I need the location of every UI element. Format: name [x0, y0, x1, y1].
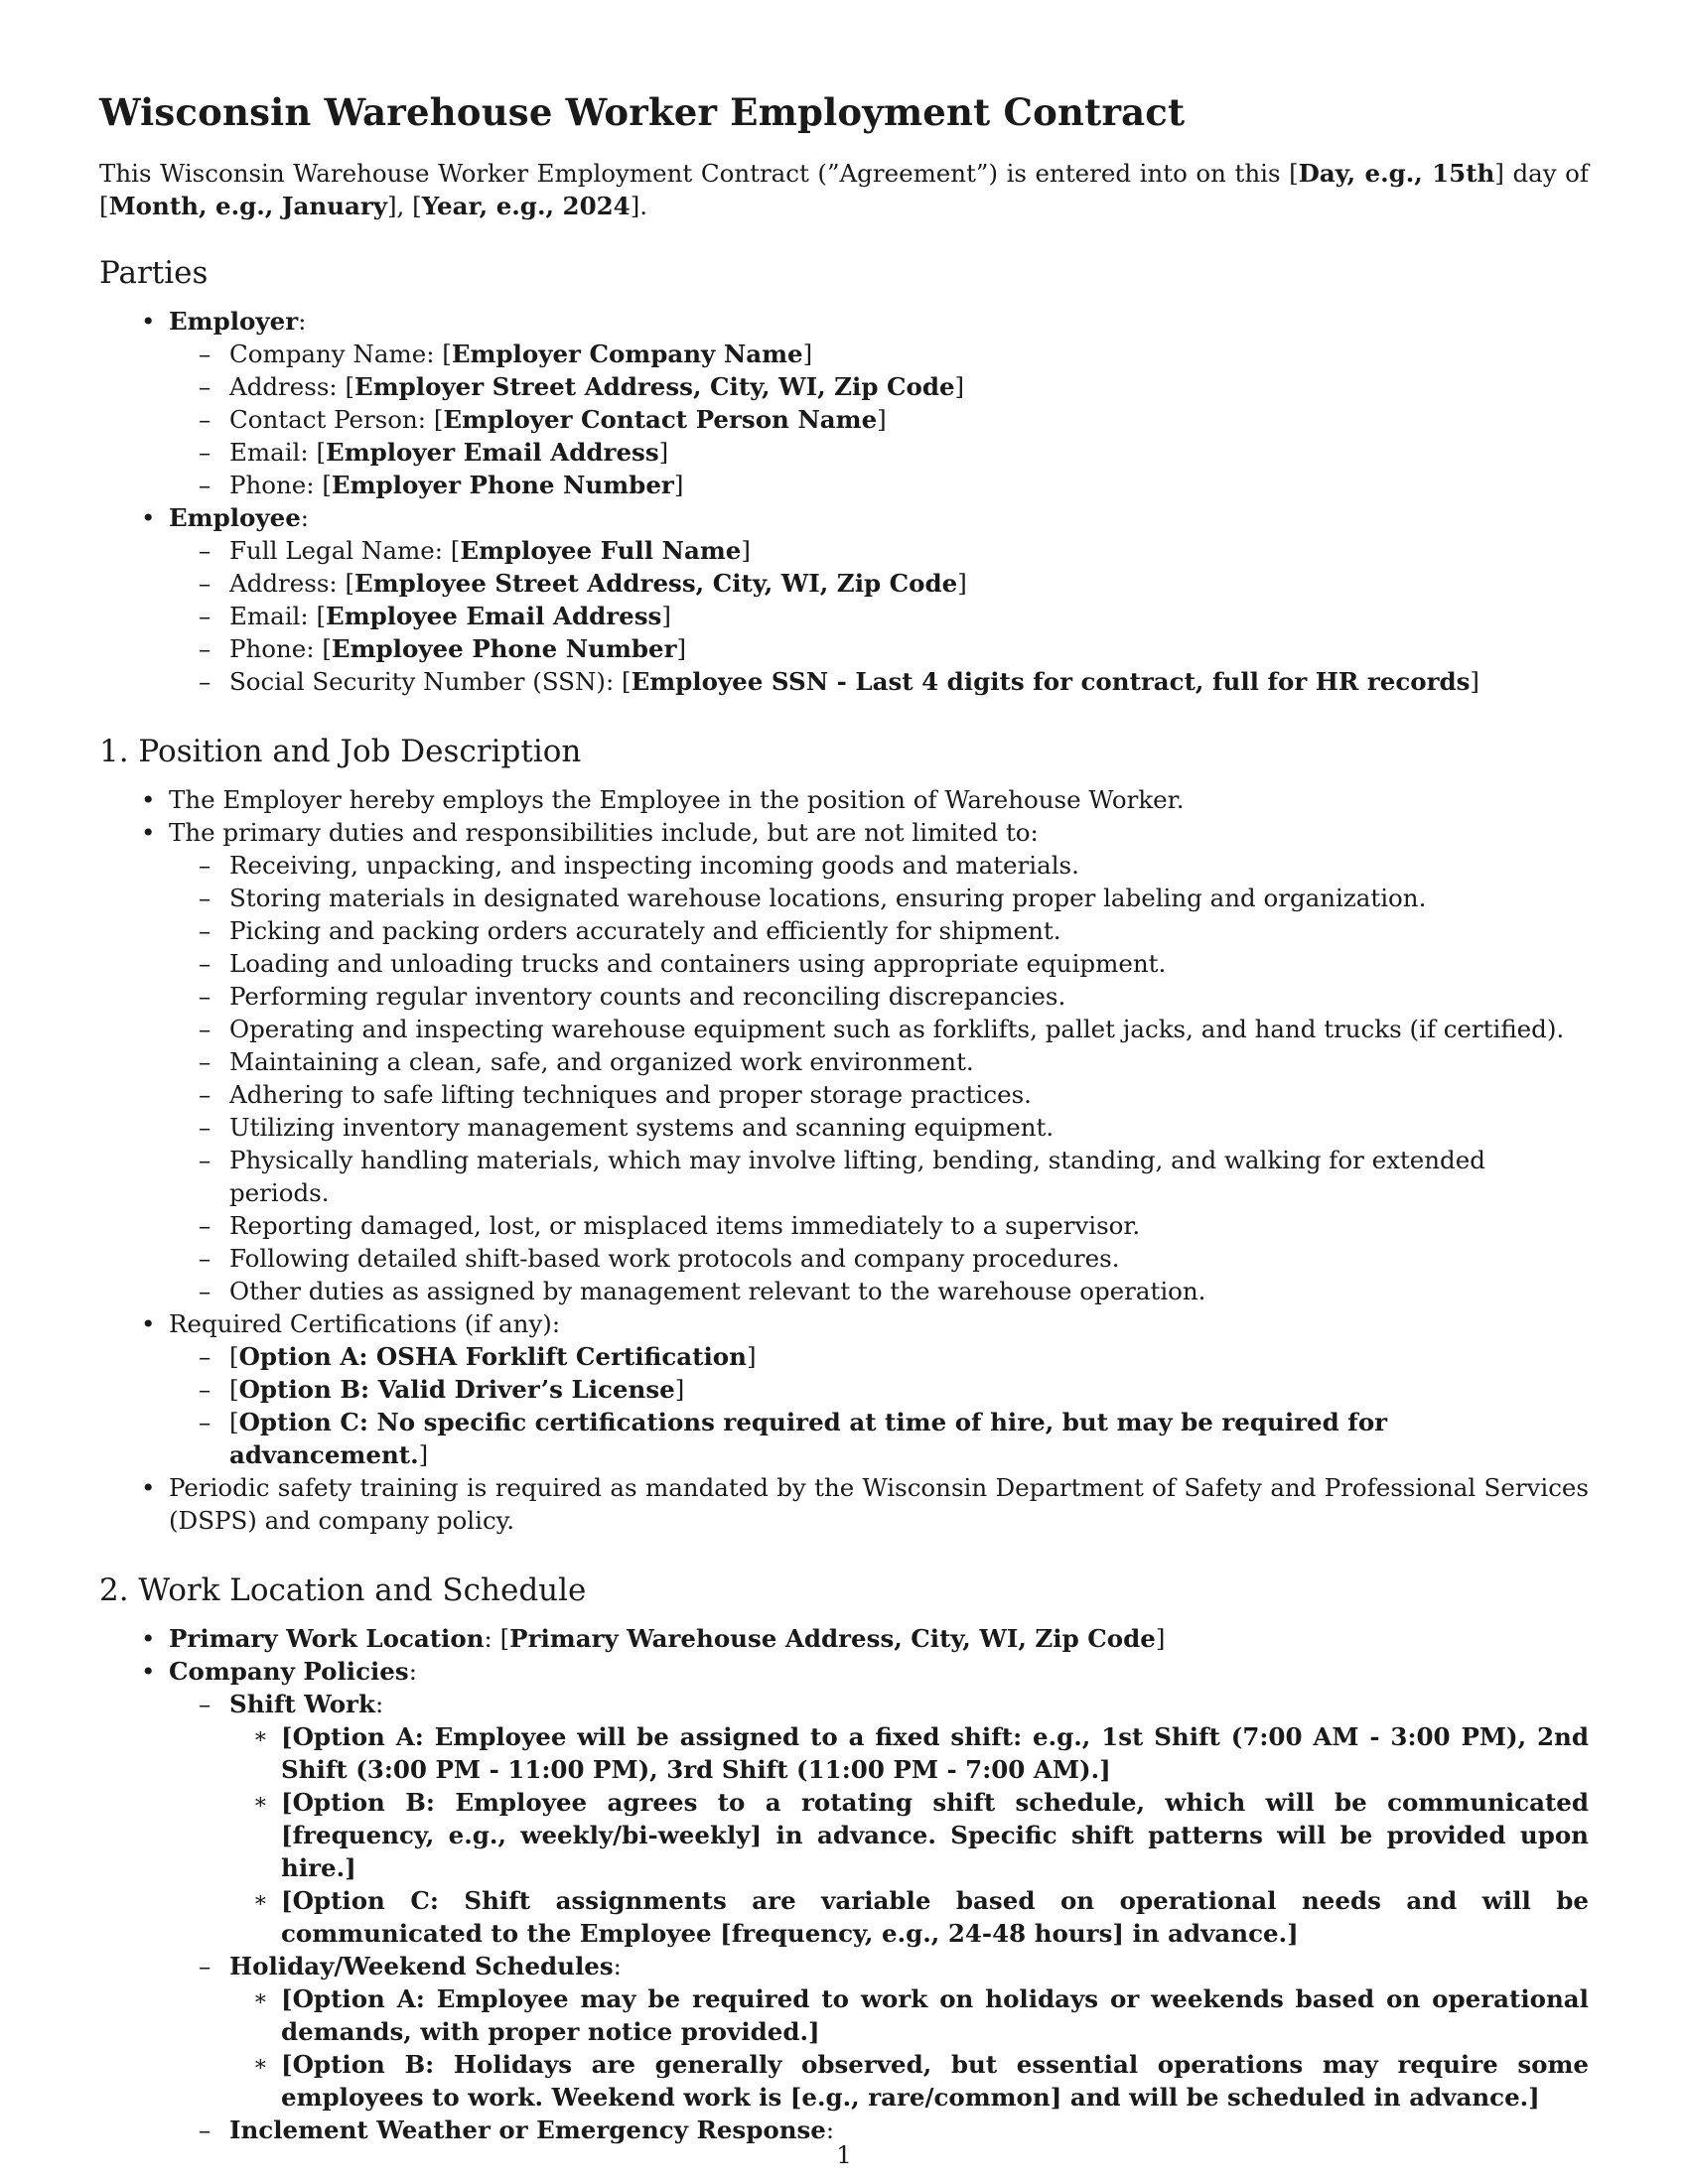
shift-work: – Shift Work: ∗ [Option A: Employee will be assigned to a fixed shift: e.g., 1st Shift (7:00 AM - 3:00 PM), 2nd Shift (3:00 PM - 11:00 PM), 3rd Shift (11:00 PM - 7:00 AM).] ∗ [Option B: Employee agrees to a rotating shift schedule, which will be communicated [frequency, e.g., weekly/bi-weekly] in advance. Specific shift patterns will be provided upon hire.] ∗ [Option C: Shift assignments are variable based on operational needs and will be communicated to the Employee [frequency, e.g., 24-48 hours] in advance.]: [229, 1688, 1589, 1950]
page-number: 1: [836, 2140, 852, 2169]
field-value: Employer Phone Number: [331, 471, 674, 499]
intro-paragraph: This Wisconsin Warehouse Worker Employment Contract (”Agreement”) is entered into on this [Day, e.g., 15th] day of [Month, e.g., January], [Year, e.g., 2024].: [99, 159, 1589, 220]
field-value: Employer Email Address: [326, 438, 659, 467]
holiday-option: [281, 1982, 1589, 2048]
employee-block: • Employee: – Full Legal Name: [Employee Full Name] – Address: [Employee Street Address, City, WI, Zip Code] – Email: [Employee Email Address] – Phone: [Employee Phone Number] – Social Security Number (SSN): [Employee SSN - Last 4 digits for contract, full for HR records]: [169, 501, 1589, 698]
employer-field: – Phone: [Employer Phone Number]: [229, 469, 1589, 501]
field-value: Employee Street Address, City, WI, Zip Code: [354, 569, 958, 598]
duty-item: – Following detailed shift-based work protocols and company procedures.: [229, 1242, 1589, 1275]
training-statement: • Periodic safety training is required as mandated by the Wisconsin Department of Safety and Professional Services (DSPS) and company policy.: [169, 1471, 1589, 1537]
section-2-list: [99, 1622, 1589, 2146]
policies-list: [169, 1688, 1589, 2146]
section-1-list: [99, 783, 1589, 1537]
employee-fields: [169, 534, 1589, 698]
duties-block: [169, 816, 1589, 1307]
field-label: Phone:: [229, 471, 315, 499]
intro-year: Year, e.g., 2024: [421, 192, 631, 220]
shift-option: [281, 1786, 1589, 1884]
duty-item: – Performing regular inventory counts and reconciling discrepancies.: [229, 980, 1589, 1013]
field-label: Address:: [229, 569, 338, 598]
cert-option-text: Option B: Valid Driver’s License: [238, 1375, 675, 1404]
employee-field: – Address: [Employee Street Address, City, WI, Zip Code]: [229, 567, 1589, 600]
duty-item: – Utilizing inventory management systems and scanning equipment.: [229, 1111, 1589, 1144]
certifications-list: [169, 1340, 1589, 1471]
work-location-value: Primary Warehouse Address, City, WI, Zip Code: [509, 1624, 1156, 1653]
field-value: Employer Street Address, City, WI, Zip Code: [354, 372, 955, 401]
cert-option: – [Option C: No specific certifications required at time of hire, but may be required for advancement.]: [229, 1406, 1589, 1471]
section-1-heading: 1. Position and Job Description: [99, 734, 582, 769]
duty-item: – Picking and packing orders accurately and efficiently for shipment.: [229, 914, 1589, 947]
shift-option: [281, 1884, 1589, 1950]
field-label: Full Legal Name:: [229, 536, 443, 565]
weather-response-label: Inclement Weather or Emergency Response: [229, 2116, 826, 2144]
holiday-option-text: [Option B: Holidays are generally observed, but essential operations may require some employees to work. Weekend work is [e.g., rare/common] and will be scheduled in advance.]: [281, 2050, 1589, 2112]
holiday-options: [229, 1982, 1589, 2114]
employee-field: – Full Legal Name: [Employee Full Name]: [229, 534, 1589, 567]
employer-label: Employer: [169, 307, 299, 336]
employee-field: – Social Security Number (SSN): [Employee SSN - Last 4 digits for contract, full for HR records]: [229, 665, 1589, 698]
employer-block: • Employer: – Company Name: [Employer Company Name] – Address: [Employer Street Address, City, WI, Zip Code] – Contact Person: [Employer Contact Person Name] – Email: [Employer Email Address] – Phone: [Employer Phone Number]: [169, 305, 1589, 501]
holiday-option: [281, 2048, 1589, 2114]
duty-item: – Reporting damaged, lost, or misplaced items immediately to a supervisor.: [229, 1209, 1589, 1242]
holiday-schedules-label: Holiday/Weekend Schedules: [229, 1952, 614, 1980]
certifications-intro: Required Certifications (if any):: [169, 1309, 561, 1338]
duty-item: – Storing materials in designated warehouse locations, ensuring proper labeling and organization.: [229, 882, 1589, 914]
field-value: Employee Phone Number: [331, 634, 677, 663]
field-label: Contact Person:: [229, 405, 427, 434]
document-content: [99, 87, 1589, 2146]
shift-options: [229, 1720, 1589, 1950]
duties-intro: The primary duties and responsibilities include, but are not limited to:: [169, 818, 1039, 847]
shift-work-label: Shift Work: [229, 1690, 375, 1718]
document-title: Wisconsin Warehouse Worker Employment Contract: [99, 90, 1186, 134]
duty-item: – Receiving, unpacking, and inspecting incoming goods and materials.: [229, 849, 1589, 882]
parties-heading: Parties: [99, 255, 209, 291]
certifications-block: [169, 1307, 1589, 1471]
weather-response: – Inclement Weather or Emergency Response:: [229, 2114, 1589, 2146]
field-label: Phone:: [229, 634, 315, 663]
duty-item: – Physically handling materials, which may involve lifting, bending, standing, and walking for extended periods.: [229, 1144, 1589, 1209]
duty-item: – Operating and inspecting warehouse equipment such as forklifts, pallet jacks, and hand trucks (if certified).: [229, 1013, 1589, 1045]
holiday-option-text: [Option A: Employee may be required to work on holidays or weekends based on operational demands, with proper notice provided.]: [281, 1984, 1589, 2046]
intro-lead: This Wisconsin Warehouse Worker Employment Contract (”Agreement”) is entered into on this: [99, 159, 1290, 188]
employer-field: – Address: [Employer Street Address, City, WI, Zip Code]: [229, 370, 1589, 403]
employer-fields: [169, 338, 1589, 501]
intro-day-of: day of: [1503, 159, 1589, 188]
shift-option-text: [Option A: Employee will be assigned to a fixed shift: e.g., 1st Shift (7:00 AM - 3:00 PM), 2nd Shift (3:00 PM - 11:00 PM), 3rd Shift (11:00 PM - 7:00 AM).]: [281, 1722, 1589, 1784]
employee-label: Employee: [169, 503, 301, 532]
holiday-schedules: – Holiday/Weekend Schedules: ∗ [Option A: Employee may be required to work on holidays or weekends based on operational demands, with proper notice provided.] ∗ [Option B: Holidays are generally observed, but essential operations may require some employees to work. Weekend work is [e.g., rare/common] and will be scheduled in advance.]: [229, 1950, 1589, 2114]
cert-option: – [Option A: OSHA Forklift Certification]: [229, 1340, 1589, 1373]
parties-list: [99, 305, 1589, 698]
employer-field: – Contact Person: [Employer Contact Person Name]: [229, 403, 1589, 436]
employ-statement: • The Employer hereby employs the Employee in the position of Warehouse Worker.: [169, 783, 1589, 816]
work-location: • Primary Work Location: [Primary Warehouse Address, City, WI, Zip Code]: [169, 1622, 1589, 1655]
intro-day: Day, e.g., 15th: [1298, 159, 1495, 188]
intro-month: Month, e.g., January: [108, 192, 387, 220]
section-2-heading: 2. Work Location and Schedule: [99, 1572, 587, 1608]
duty-item: – Other duties as assigned by management relevant to the warehouse operation.: [229, 1275, 1589, 1307]
employee-field: – Phone: [Employee Phone Number]: [229, 632, 1589, 665]
shift-option-text: [Option C: Shift assignments are variable based on operational needs and will be communicated to the Employee [frequency, e.g., 24-48 hours] in advance.]: [281, 1886, 1589, 1948]
field-value: Employer Contact Person Name: [443, 405, 878, 434]
field-label: Email:: [229, 602, 309, 630]
field-label: Company Name:: [229, 340, 435, 368]
duties-list: [169, 849, 1589, 1307]
duty-item: – Maintaining a clean, safe, and organized work environment.: [229, 1045, 1589, 1078]
duty-item: – Adhering to safe lifting techniques and proper storage practices.: [229, 1078, 1589, 1111]
field-label: Email:: [229, 438, 309, 467]
duty-item: – Loading and unloading trucks and containers using appropriate equipment.: [229, 947, 1589, 980]
field-value: Employee Email Address: [326, 602, 662, 630]
cert-option-text: Option C: No specific certifications required at time of hire, but may be required for advancement.: [229, 1408, 1388, 1469]
field-value: Employee SSN - Last 4 digits for contract, full for HR records: [631, 667, 1471, 696]
work-location-label: Primary Work Location: [169, 1624, 485, 1653]
field-label: Address:: [229, 372, 338, 401]
field-value: Employee Full Name: [460, 536, 742, 565]
cert-option: – [Option B: Valid Driver’s License]: [229, 1373, 1589, 1406]
shift-option-text: [Option B: Employee agrees to a rotating shift schedule, which will be communicated [frequency, e.g., weekly/bi-weekly] in advance. Specific shift patterns will be provided upon hire.]: [281, 1788, 1589, 1882]
company-policies-label: Company Policies: [169, 1657, 409, 1686]
employer-field: – Email: [Employer Email Address]: [229, 436, 1589, 469]
field-label: Social Security Number (SSN):: [229, 667, 615, 696]
company-policies: • Company Policies: – Shift Work: ∗ [Option A: Employee will be assigned to a fixed shift: e.g., 1st Shift (7:00 AM - 3:00 PM), 2nd Shift (3:00 PM - 11:00 PM), 3rd Shift (11:00 PM - 7:00 AM).] ∗ [Option B: Employee agrees to a rotating shift schedule, which will be communicated [frequency, e.g., weekly/bi-weekly] in advance. Specific shift patterns will be provided upon hire.] ∗ [Option C: Shift assignments are variable based on operational needs and will be communicated to the Employee [frequency, e.g., 24-48 hours] in advance.] – Holiday/Weekend Schedules: ∗ [Option A: Employee may be required to work on holidays or weekends based on operational demands, with proper notice provided.] ∗ [Option B: Holidays are generally observed, but essential operations may require some employees to work. Weekend work is [e.g., rare/common] and will be scheduled in advance.] – Inclement Weather or Emergency Response:: [169, 1655, 1589, 2146]
shift-option: [281, 1720, 1589, 1786]
field-value: Employer Company Name: [451, 340, 803, 368]
employee-field: – Email: [Employee Email Address]: [229, 600, 1589, 632]
cert-option-text: Option A: OSHA Forklift Certification: [238, 1342, 747, 1371]
employer-field: – Company Name: [Employer Company Name]: [229, 338, 1589, 370]
